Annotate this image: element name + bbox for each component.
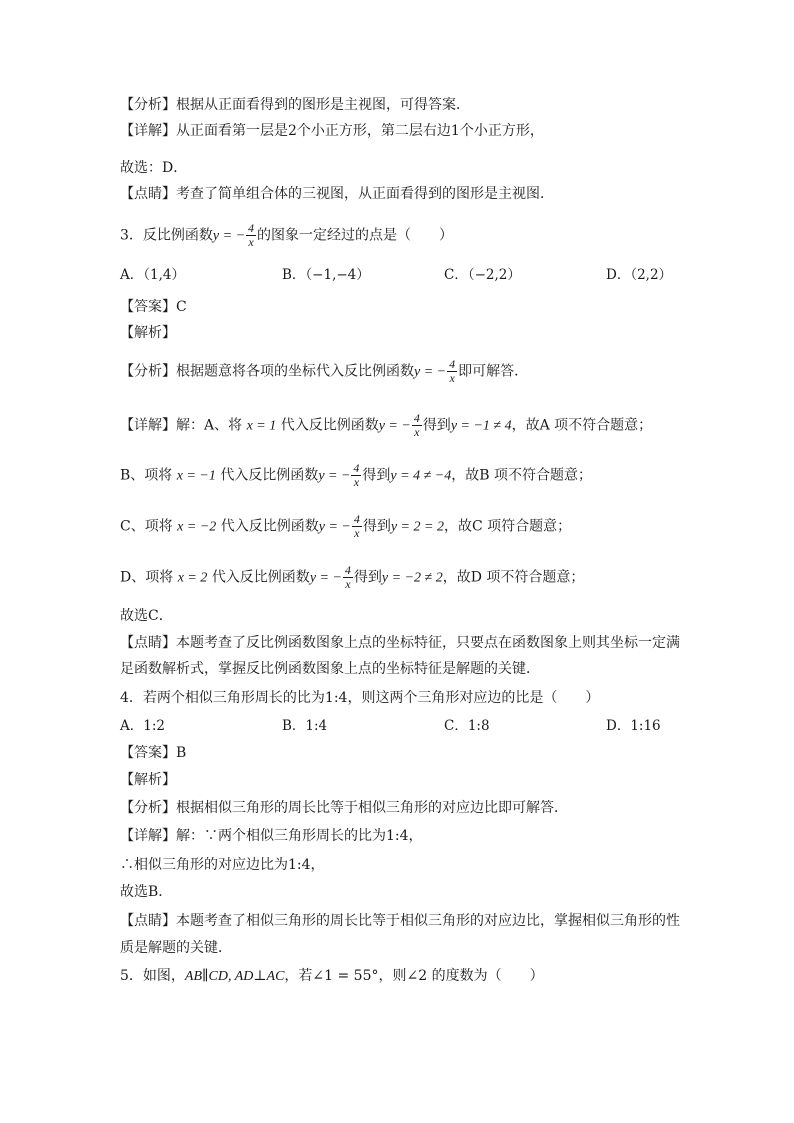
comment-line: 【点睛】考查了简单组合体的三视图，从正面看得到的图形是主视图． <box>120 186 554 202</box>
comment-3-b: 足函数解析式，掌握反比例函数图象上点的坐标特征是解题的关键． <box>120 661 540 677</box>
analysis-4: 【分析】根据相似三角形的周长比等于相似三角形的对应边比即可解答． <box>120 800 568 816</box>
analysis-line: 【分析】根据从正面看得到的图形是主视图，可得答案． <box>120 97 470 113</box>
choice-line: 故选：D． <box>120 160 188 176</box>
q4-option-c: C．1:8 <box>444 718 490 734</box>
q3-option-d: D．（2,2） <box>606 267 673 283</box>
q4-option-b: B．1:4 <box>282 718 328 734</box>
q3-suffix: 的图象一定经过的点是（ ） <box>257 227 454 244</box>
detail-3-a: 【详解】解：A、将 x = 1 代入反比例函数y = − $\frac{4}{x}$ 得到y = −1 ≠ 4，故A 项不符合题意； <box>120 411 653 439</box>
answer-4: 【答案】B <box>120 745 187 761</box>
therefore-4: ∴相似三角形的对应边比为1:4， <box>120 857 325 873</box>
answer-3: 【答案】C <box>120 299 187 315</box>
q3-fraction: $\frac{4}{x}$ <box>248 221 255 249</box>
q3-prefix: 3．反比例函数 <box>120 227 213 244</box>
choice-4: 故选B． <box>120 884 173 900</box>
question-3 <box>120 222 453 249</box>
explanation-3-header: 【解析】 <box>120 325 176 341</box>
comment-4-a: 【点睛】本题考查了相似三角形的周长比等于相似三角形的对应边比，掌握相似三角形的性 <box>120 913 680 929</box>
comment-4-b: 质是解题的关键． <box>120 940 232 956</box>
q3-option-a: A．（1,4） <box>120 267 185 283</box>
detail-3-c: C、项将 x = −2 代入反比例函数y = − $\frac{4}{x}$ 得到y = 2 = 2，故C 项符合题意； <box>120 512 572 540</box>
q4-option-a: A．1:2 <box>120 718 165 734</box>
detail-3-b: B、项将 x = −1 代入反比例函数y = − $\frac{4}{x}$ 得到y = 4 ≠ −4，故B 项不符合题意； <box>120 461 592 489</box>
question-4: 4．若两个相似三角形周长的比为1:4，则这两个三角形对应边的比是（ ） <box>120 690 600 706</box>
detail-line: 【详解】从正面看第一层是2个小正方形，第二层右边1个小正方形， <box>120 123 544 139</box>
question-5: 5．如图，AB∥CD, AD⊥AC，若∠1 = 55°，则∠2 的度数为（ ） <box>120 968 544 984</box>
detail-4: 【详解】解：∵两个相似三角形周长的比为1:4， <box>120 828 423 844</box>
comment-3-a: 【点睛】本题考查了反比例函数图象上点的坐标特征，只要点在函数图象上则其坐标一定满 <box>120 635 680 651</box>
q3-func-y: y = − <box>212 228 246 244</box>
analysis-3: 【分析】根据题意将各项的坐标代入反比例函数y = − $\frac{4}{x}$ 即可解答． <box>120 357 529 385</box>
explanation-4-header: 【解析】 <box>120 772 176 788</box>
q3-option-c: C．（−2,2） <box>444 267 521 283</box>
q4-option-d: D．1:16 <box>606 718 661 734</box>
choice-3: 故选C． <box>120 608 173 624</box>
detail-3-d: D、项将 x = 2 代入反比例函数y = − $\frac{4}{x}$ 得到y = −2 ≠ 2，故D 项不符合题意； <box>120 563 585 591</box>
q3-option-b: B．（−1,−4） <box>282 267 370 283</box>
